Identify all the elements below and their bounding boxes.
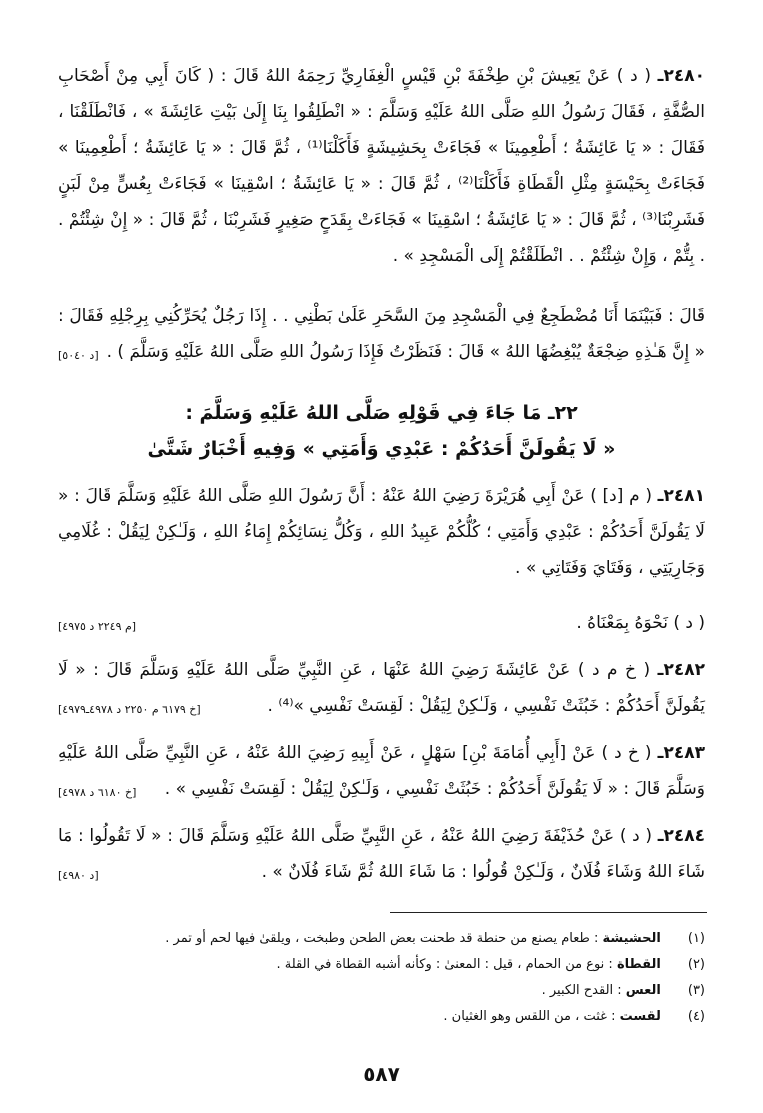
source-reference: [د ٤٩٨٠] <box>58 869 99 882</box>
hadith-2482 <box>58 652 705 728</box>
hadith-text: ( خ د ) عَنْ [أَبِي أُمَامَةَ بْنِ] سَهْلٍ ، عَنْ أَبِيهِ رَضِيَ اللهُ عَنْهُ ، عَنِ النَّبِيِّ صَلَّى اللهُ عَلَيْهِ وَسَلَّمَ قَالَ : « لَا يَقُولَنَّ أَحَدُكُمْ : خَبُثَتْ نَفْسِي ، وَلَـٰكِنْ لِيَقُلْ : لَقِسَتْ نَفْسِي » . <box>58 743 705 799</box>
hadith-text: ( د ) عَنْ يَعِيشَ بْنِ طِخْفَةَ بْنِ قَيْسٍ الْغِفَارِيِّ رَحِمَهُ اللهُ قَالَ : ( كَانَ أَبِي مِنْ أَصْحَابِ الصُّفَّةِ ، فَقَالَ رَسُولُ اللهِ صَلَّى اللهُ عَلَيْهِ وَسَلَّمَ : « انْطَلِقُوا بِنَا إِلَىٰ بَيْتِ عَائِشَةَ » ، فَانْطَلَقْنَا ، فَقَالَ : « يَا عَائِشَةُ ؛ أَطْعِمِينَا » فَجَاءَتْ بِحَشِيشَةٍ فَأَكَلْنَا⁽¹⁾ ، ثُمَّ قَالَ : « يَا عَائِشَةُ ؛ أَطْعِمِينَا » فَجَاءَتْ بِحَيْسَةٍ مِثْلِ الْقَطَاةِ فَأَكَلْنَا⁽²⁾ ، ثُمَّ قَالَ : « يَا عَائِشَةُ ؛ اسْقِينَا » فَجَاءَتْ بِعُسٍّ مِنْ لَبَنٍ فَشَرِبْنَا⁽³⁾ ، ثُمَّ قَالَ : « يَا عَائِشَةُ ؛ اسْقِينَا » فَجَاءَتْ بِقَدَحٍ صَغِيرٍ فَشَرِبْنَا ، ثُمَّ قَالَ : « إِنْ شِئْتُمْ . . بِتُّمْ ، وَإِنْ شِئْتُمْ . . انْطَلَقْتُمْ إِلَى الْمَسْجِدِ » . <box>58 66 705 266</box>
footnote-text: : القدح الكبير . <box>541 983 622 998</box>
footnote-1 <box>58 926 705 952</box>
hadith-2480-continuation <box>58 298 705 374</box>
footnote-term: العس <box>625 983 661 998</box>
footnote-text: : طعام يصنع من حنطة قد طحنت بعض الطحن وطبخت ، ويلقىٰ فيها لحم أو تمر . <box>165 931 599 946</box>
hadith-2484 <box>58 818 705 894</box>
hadith-text: ( م [د] ) عَنْ أَبِي هُرَيْرَةَ رَضِيَ اللهُ عَنْهُ : أَنَّ رَسُولَ اللهِ صَلَّى اللهُ عَلَيْهِ وَسَلَّمَ قَالَ : « لَا يَقُولَنَّ أَحَدُكُمْ : عَبْدِي وَأَمَتِي ؛ كُلُّكُمْ عَبِيدُ اللهِ ، وَكُلُّ نِسَائِكُمْ إِمَاءُ اللهِ ، وَلَـٰكِنْ لِيَقُلْ : غُلَامِي وَجَارِيَتِي ، وَفَتَايَ وَفَتَاتِي » . <box>58 486 705 578</box>
footnote-text: : نوع من الحمام ، قيل : المعنىٰ : وكأنه أشبه القطاة في القلة . <box>276 957 613 972</box>
hadith-number: ٢٤٨٢ـ <box>657 660 705 680</box>
footnote-4 <box>58 1004 705 1030</box>
hadith-2481-continuation <box>58 605 705 645</box>
hadith-text: قَالَ : فَبَيْنَمَا أَنَا مُضْطَجِعٌ فِي الْمَسْجِدِ مِنَ السَّحَرِ عَلَىٰ بَطْنِي . . إِذَا رَجُلٌ يُحَرِّكُنِي بِرِجْلِهِ فَقَالَ : « إِنَّ هَـٰذِهِ ضِجْعَةٌ يُبْغِضُهَا اللهُ » قَالَ : فَنَظَرْتُ فَإِذَا رَسُولُ اللهِ صَلَّى اللهُ عَلَيْهِ وَسَلَّمَ ) . <box>58 306 705 362</box>
hadith-number: ٢٤٨١ـ <box>657 486 705 506</box>
hadith-2483 <box>58 735 705 811</box>
footnote-2 <box>58 952 705 978</box>
footnote-divider <box>390 912 707 913</box>
footnote-3 <box>58 978 705 1004</box>
footnote-text: : غثت ، من اللقس وهو الغثيان . <box>443 1009 616 1024</box>
source-reference: [د ٥٠٤٠] <box>58 349 99 362</box>
footnote-term: الحشيشة <box>602 931 661 946</box>
source-reference: [خ ٦١٧٩ م ٢٢٥٠ د ٤٩٧٨ـ٤٩٧٩] <box>58 703 201 716</box>
chapter-title-line-1: ٢٢ـ مَا جَاءَ فِي قَوْلِهِ صَلَّى اللهُ عَلَيْهِ وَسَلَّمَ : <box>185 402 578 424</box>
chapter-title <box>58 395 705 467</box>
hadith-number: ٢٤٨٠ـ <box>657 66 705 86</box>
source-reference: [م ٢٢٤٩ د ٤٩٧٥] <box>58 620 137 633</box>
page-number: ٥٨٧ <box>363 1062 400 1086</box>
footnote-term: لقست <box>619 1009 661 1024</box>
hadith-number: ٢٤٨٣ـ <box>657 743 705 763</box>
footnote-number: (٤) <box>687 1009 705 1024</box>
chapter-title-line-2: « لَا يَقُولَنَّ أَحَدُكُمْ : عَبْدِي وَأَمَتِي » وَفِيهِ أَخْبَارٌ شَتَّىٰ <box>147 438 616 460</box>
footnote-term: القطاة <box>616 957 661 972</box>
footnote-number: (٢) <box>687 957 705 972</box>
hadith-2480 <box>58 58 705 274</box>
hadith-text: ( خ م د ) عَنْ عَائِشَةَ رَضِيَ اللهُ عَنْهَا ، عَنِ النَّبِيِّ صَلَّى اللهُ عَلَيْهِ وَسَلَّمَ قَالَ : « لَا يَقُولَنَّ أَحَدُكُمْ : خَبُثَتْ نَفْسِي ، وَلَـٰكِنْ لِيَقُلْ : لَقِسَتْ نَفْسِي »⁽⁴⁾ . <box>58 660 705 716</box>
source-reference: [خ ٦١٨٠ د ٤٩٧٨] <box>58 786 137 799</box>
footnote-number: (١) <box>687 931 705 946</box>
footnote-number: (٣) <box>687 983 705 998</box>
hadith-number: ٢٤٨٤ـ <box>657 826 706 846</box>
hadith-text: ( د ) عَنْ حُذَيْفَةَ رَضِيَ اللهُ عَنْهُ ، عَنِ النَّبِيِّ صَلَّى اللهُ عَلَيْهِ وَسَلَّمَ قَالَ : « لَا تَقُولُوا : مَا شَاءَ اللهُ وَشَاءَ فُلَانٌ ، وَلَـٰكِنْ قُولُوا : مَا شَاءَ اللهُ ثُمَّ شَاءَ فُلَانٌ » . <box>58 826 705 882</box>
hadith-text: ( د ) نَحْوَهُ بِمَعْنَاهُ . <box>576 613 705 633</box>
hadith-2481 <box>58 478 705 586</box>
